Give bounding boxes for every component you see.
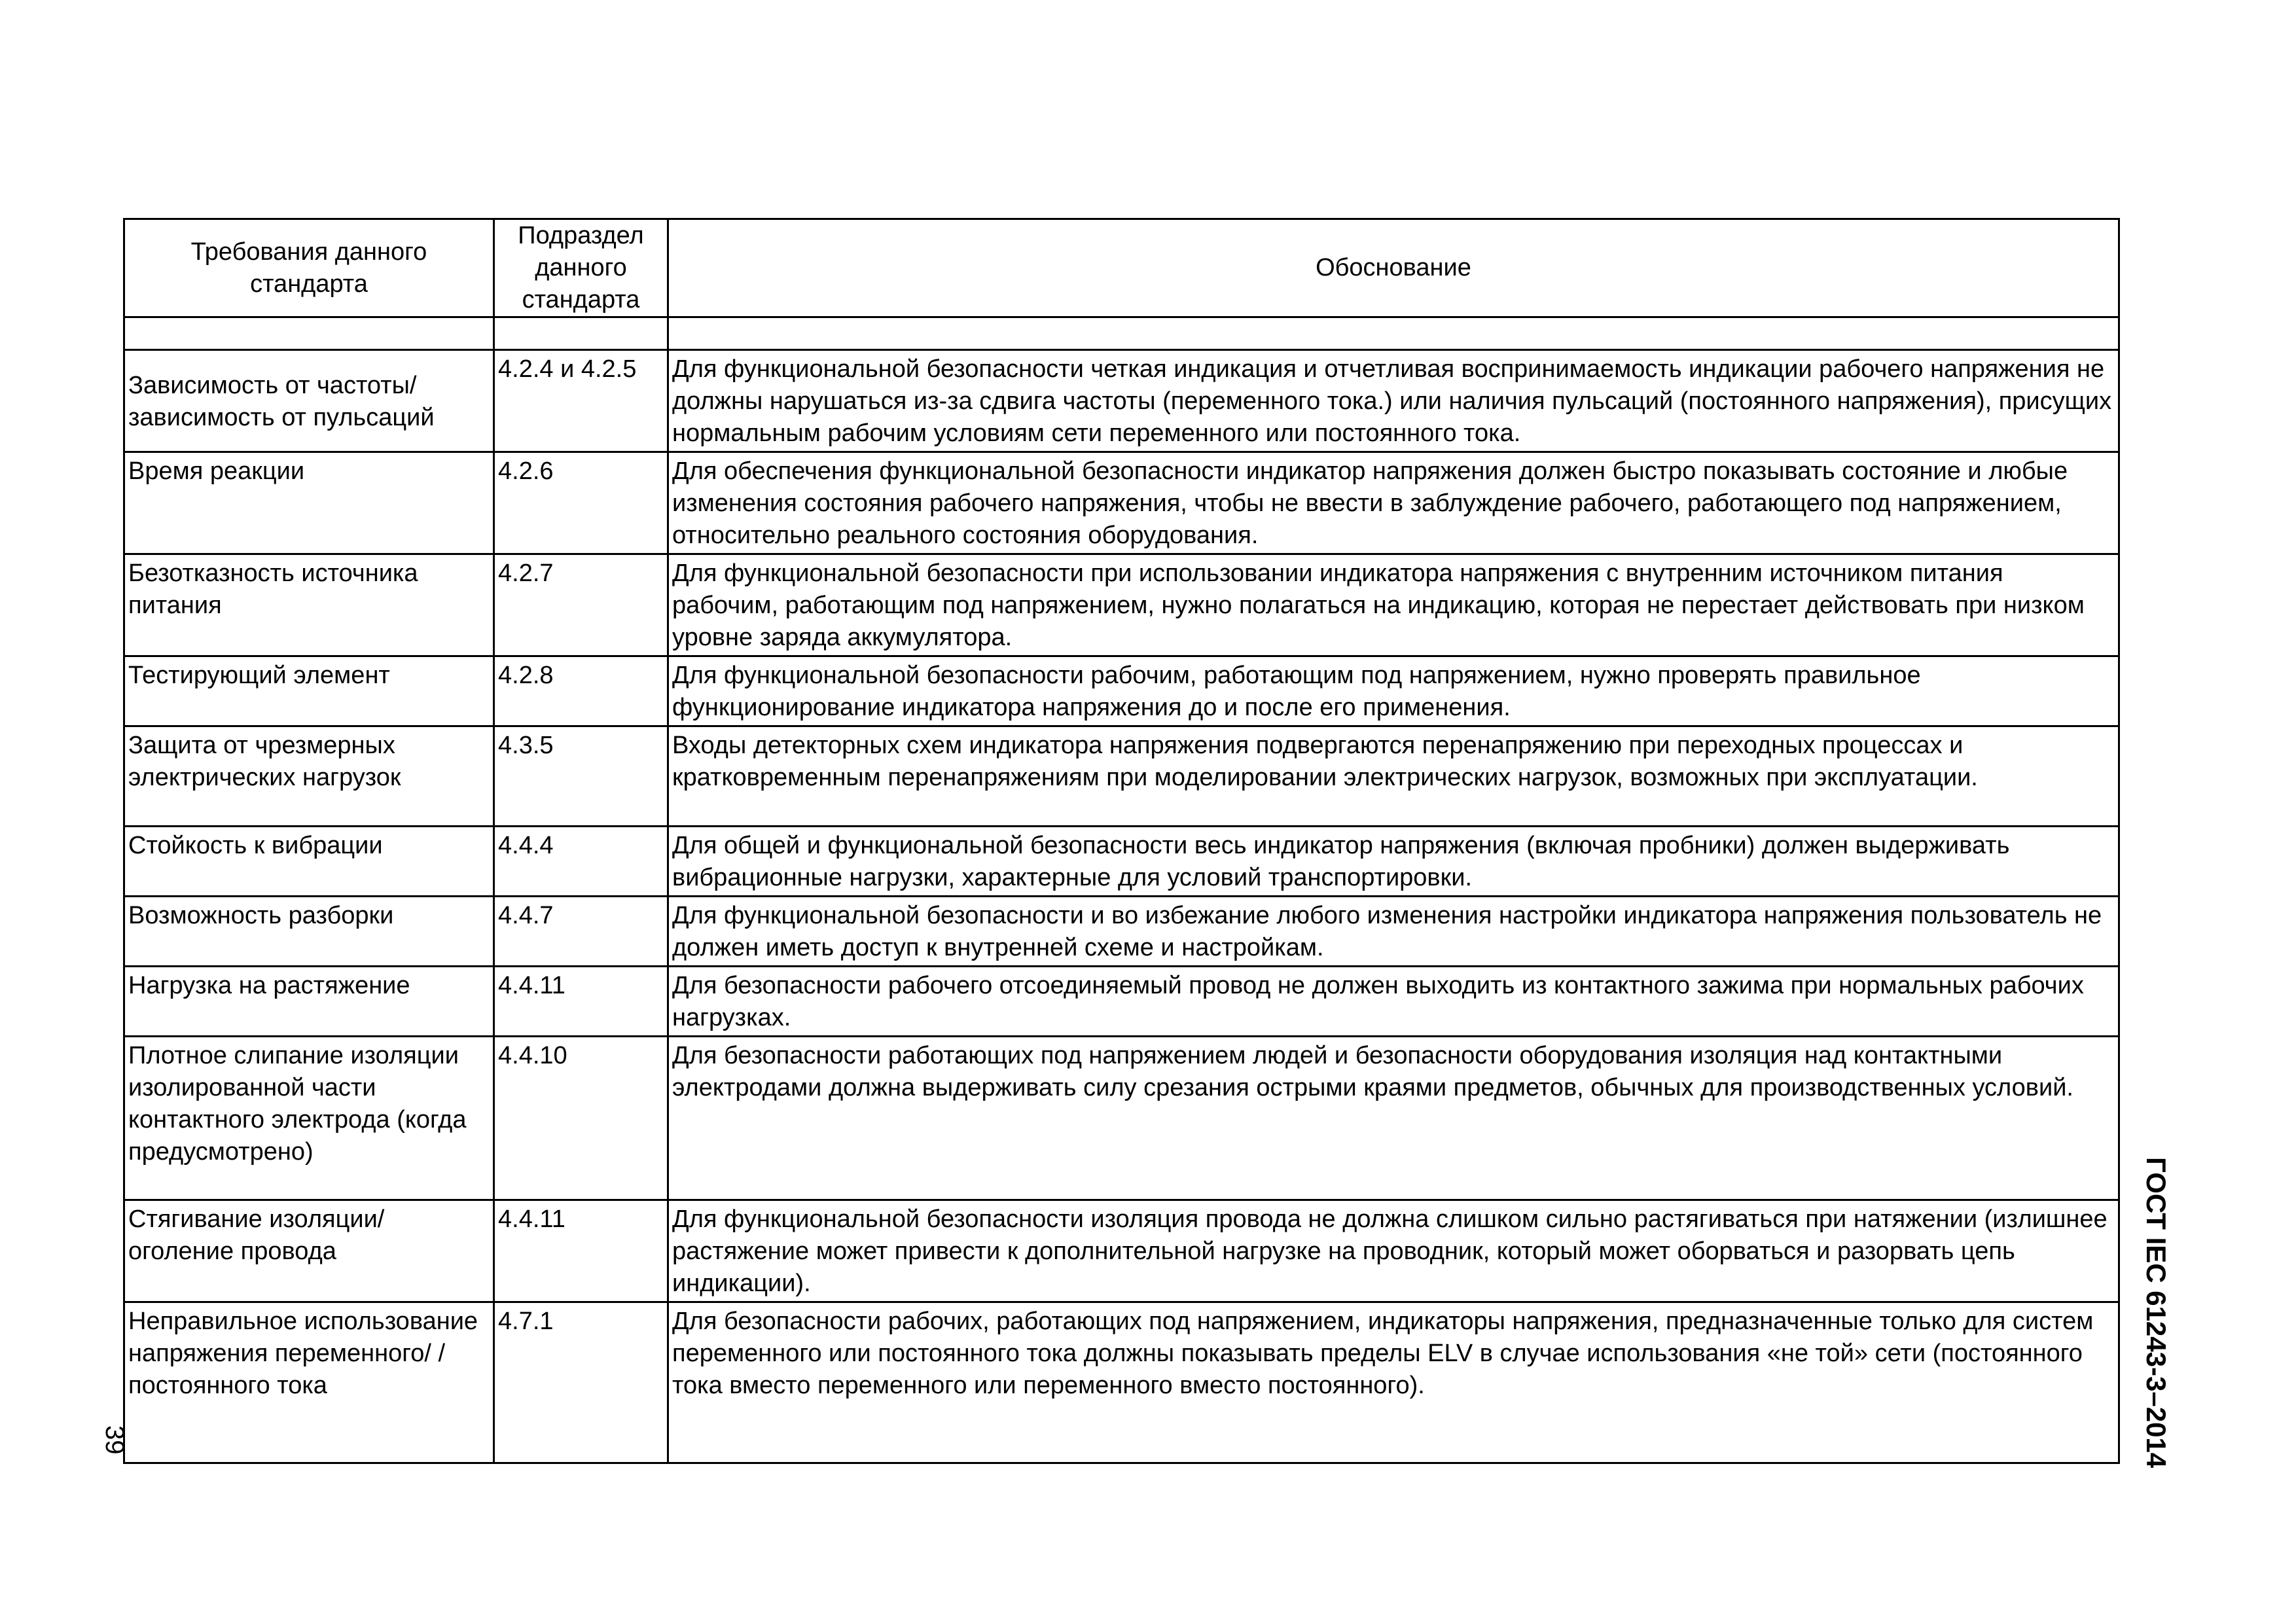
table-row xyxy=(124,726,2119,827)
requirements-table xyxy=(123,218,2120,1464)
table-row xyxy=(124,350,2119,452)
header-justification: Обоснование xyxy=(668,219,2119,317)
requirement-cell: Плотное слипание изоляции изолированной части контактного электрода (когда предусмотрено) xyxy=(124,1037,494,1200)
subsection-cell: 4.3.5 xyxy=(494,726,668,827)
requirement-cell: Время реакции xyxy=(124,452,494,554)
table-row xyxy=(124,827,2119,897)
table-row xyxy=(124,656,2119,726)
table-row xyxy=(124,1302,2119,1463)
subsection-cell: 4.4.10 xyxy=(494,1037,668,1200)
subsection-cell: 4.2.6 xyxy=(494,452,668,554)
requirement-cell: Тестирующий элемент xyxy=(124,656,494,726)
table-row xyxy=(124,1200,2119,1302)
header-requirement: Требования данного стандарта xyxy=(124,219,494,317)
justification-cell: Для функциональной безопасности изоляция провода не должна слишком сильно растягиваться при натяжении (излишнее растяжение может привести к дополнительной нагрузке на проводник, который может оборваться и разорвать цепь индикации). xyxy=(668,1200,2119,1302)
table-empty-row xyxy=(124,317,2119,350)
justification-cell: Для общей и функциональной безопасности весь индикатор напряжения (включая пробники) должен выдерживать вибрационные нагрузки, характерные для условий транспортировки. xyxy=(668,827,2119,897)
subsection-cell: 4.2.7 xyxy=(494,554,668,656)
subsection-cell: 4.2.8 xyxy=(494,656,668,726)
justification-cell: Для обеспечения функциональной безопасности индикатор напряжения должен быстро показывать состояние и любые изменения состояния рабочего напряжения, чтобы не ввести в заблуждение рабочего, работающего под напряжением, относительно реального состояния оборудования. xyxy=(668,452,2119,554)
document-code: ГОСТ IEC 61243-3–2014 xyxy=(2141,1157,2172,1469)
justification-cell: Для функциональной безопасности и во избежание любого изменения настройки индикатора напряжения пользователь не должен иметь доступ к внутренней схеме и настройкам. xyxy=(668,897,2119,967)
table-row xyxy=(124,967,2119,1037)
requirement-cell: Защита от чрезмерных электрических нагрузок xyxy=(124,726,494,827)
table-row xyxy=(124,554,2119,656)
header-subsection: Подраздел данного стандарта xyxy=(494,219,668,317)
subsection-cell: 4.7.1 xyxy=(494,1302,668,1463)
justification-cell: Для безопасности работающих под напряжением людей и безопасности оборудования изоляция над контактными электродами должна выдерживать силу срезания острыми краями предметов, обычных для производственных условий. xyxy=(668,1037,2119,1200)
subsection-cell: 4.4.11 xyxy=(494,967,668,1037)
requirement-cell: Неправильное использование напряжения переменного/ /постоянного тока xyxy=(124,1302,494,1463)
requirement-cell: Безотказность источника питания xyxy=(124,554,494,656)
requirement-cell: Стягивание изоляции/оголение провода xyxy=(124,1200,494,1302)
table-row xyxy=(124,1037,2119,1200)
justification-cell: Для функциональной безопасности четкая индикация и отчетливая воспринимаемость индикации рабочего напряжения не должны нарушаться из-за сдвига частоты (переменного тока.) или наличия пульсаций (постоянного напряжения), присущих нормальным рабочим условиям сети переменного или постоянного тока. xyxy=(668,350,2119,452)
requirement-cell: Возможность разборки xyxy=(124,897,494,967)
requirement-cell: Зависимость от частоты/ зависимость от пульсаций xyxy=(124,350,494,452)
page-number: 39 xyxy=(100,1425,129,1455)
requirement-cell: Стойкость к вибрации xyxy=(124,827,494,897)
requirement-cell: Нагрузка на растяжение xyxy=(124,967,494,1037)
justification-cell: Входы детекторных схем индикатора напряжения подвергаются перенапряжению при переходных процессах и кратковременным перенапряжениям при моделировании электрических нагрузок, возможных при эксплуатации. xyxy=(668,726,2119,827)
table-header-row xyxy=(124,219,2119,317)
justification-cell: Для безопасности рабочего отсоединяемый провод не должен выходить из контактного зажима при нормальных рабочих нагрузках. xyxy=(668,967,2119,1037)
justification-cell: Для функциональной безопасности при использовании индикатора напряжения с внутренним источником питания рабочим, работающим под напряжением, нужно полагаться на индикацию, которая не перестает действовать при низком уровне заряда аккумулятора. xyxy=(668,554,2119,656)
table-row xyxy=(124,452,2119,554)
subsection-cell: 4.4.4 xyxy=(494,827,668,897)
table-row xyxy=(124,897,2119,967)
subsection-cell: 4.4.7 xyxy=(494,897,668,967)
justification-cell: Для безопасности рабочих, работающих под напряжением, индикаторы напряжения, предназначенные только для систем переменного или постоянного тока должны показывать пределы ELV в случае использования «не той» сети (постоянного тока вместо переменного или переменного вместо постоянного). xyxy=(668,1302,2119,1463)
subsection-cell: 4.2.4 и 4.2.5 xyxy=(494,350,668,452)
justification-cell: Для функциональной безопасности рабочим, работающим под напряжением, нужно проверять правильное функционирование индикатора напряжения до и после его применения. xyxy=(668,656,2119,726)
subsection-cell: 4.4.11 xyxy=(494,1200,668,1302)
